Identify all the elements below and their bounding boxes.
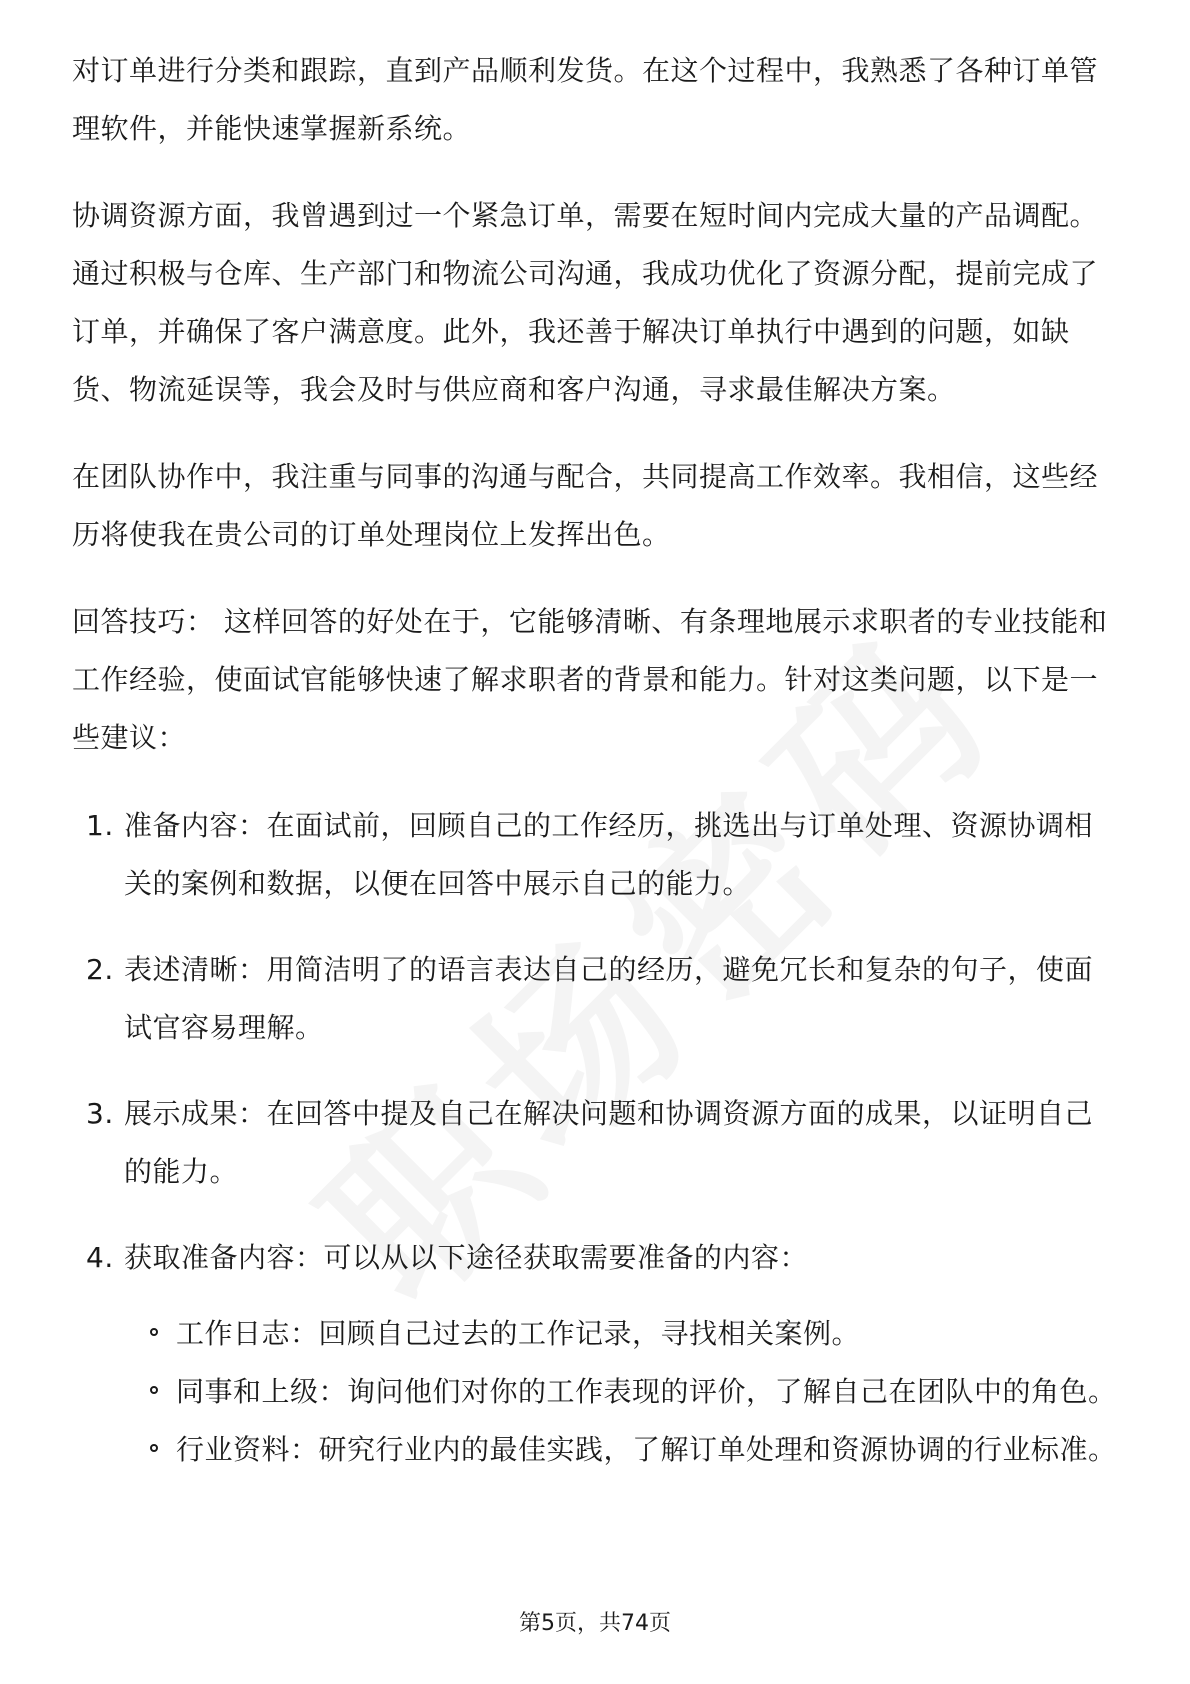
bullet-item-text: 工作日志：回顾自己过去的工作记录，寻找相关案例。 — [176, 1317, 861, 1350]
list-item-text: 准备内容：在面试前，回顾自己的工作经历，挑选出与订单处理、资源协调相关的案例和数据，以便在回答中展示自己的能力。 — [124, 809, 1094, 900]
page-footer: 第5页，共74页 — [519, 1611, 671, 1636]
bullet-circle-icon — [150, 1386, 158, 1394]
list-item — [72, 941, 1120, 1057]
list-number: 4. — [86, 1241, 114, 1274]
paragraph: 协调资源方面，我曾遇到过一个紧急订单，需要在短时间内完成大量的产品调配。通过积极与仓库、生产部门和物流公司沟通，我成功优化了资源分配，提前完成了订单，并确保了客户满意度。此外，我还善于解决订单执行中遇到的问题，如缺货、物流延误等，我会及时与供应商和客户沟通，寻求最佳解决方案。 — [72, 199, 1099, 406]
paragraph: 在团队协作中，我注重与同事的沟通与配合，共同提高工作效率。我相信，这些经历将使我在贵公司的订单处理岗位上发挥出色。 — [72, 460, 1099, 551]
bullet-item-text: 行业资料：研究行业内的最佳实践，了解订单处理和资源协调的行业标准。 — [176, 1433, 1117, 1466]
bullet-circle-icon — [150, 1328, 158, 1336]
list-item-text: 展示成果：在回答中提及自己在解决问题和协调资源方面的成果，以证明自己的能力。 — [124, 1097, 1094, 1188]
list-number: 1. — [86, 809, 114, 842]
list-number: 3. — [86, 1097, 114, 1130]
page-content — [72, 42, 1120, 1479]
list-item-text: 获取准备内容：可以从以下途径获取需要准备的内容： — [124, 1241, 809, 1274]
bullet-list — [124, 1305, 1120, 1479]
list-item — [72, 1085, 1120, 1201]
bullet-item-text: 同事和上级：询问他们对你的工作表现的评价，了解自己在团队中的角色。 — [176, 1375, 1117, 1408]
list-item-text: 表述清晰：用简洁明了的语言表达自己的经历，避免冗长和复杂的句子，使面试官容易理解。 — [124, 953, 1094, 1044]
numbered-list — [72, 797, 1120, 1479]
list-number: 2. — [86, 953, 114, 986]
bullet-item — [124, 1363, 1120, 1421]
list-item — [72, 1229, 1120, 1479]
bullet-circle-icon — [150, 1444, 158, 1452]
bullet-item — [124, 1421, 1120, 1479]
list-item — [72, 797, 1120, 913]
bullet-item — [124, 1305, 1120, 1363]
paragraph: 回答技巧： 这样回答的好处在于，它能够清晰、有条理地展示求职者的专业技能和工作经验，使面试官能够快速了解求职者的背景和能力。针对这类问题，以下是一些建议： — [72, 605, 1108, 754]
paragraph: 对订单进行分类和跟踪，直到产品顺利发货。在这个过程中，我熟悉了各种订单管理软件，并能快速掌握新系统。 — [72, 54, 1099, 145]
